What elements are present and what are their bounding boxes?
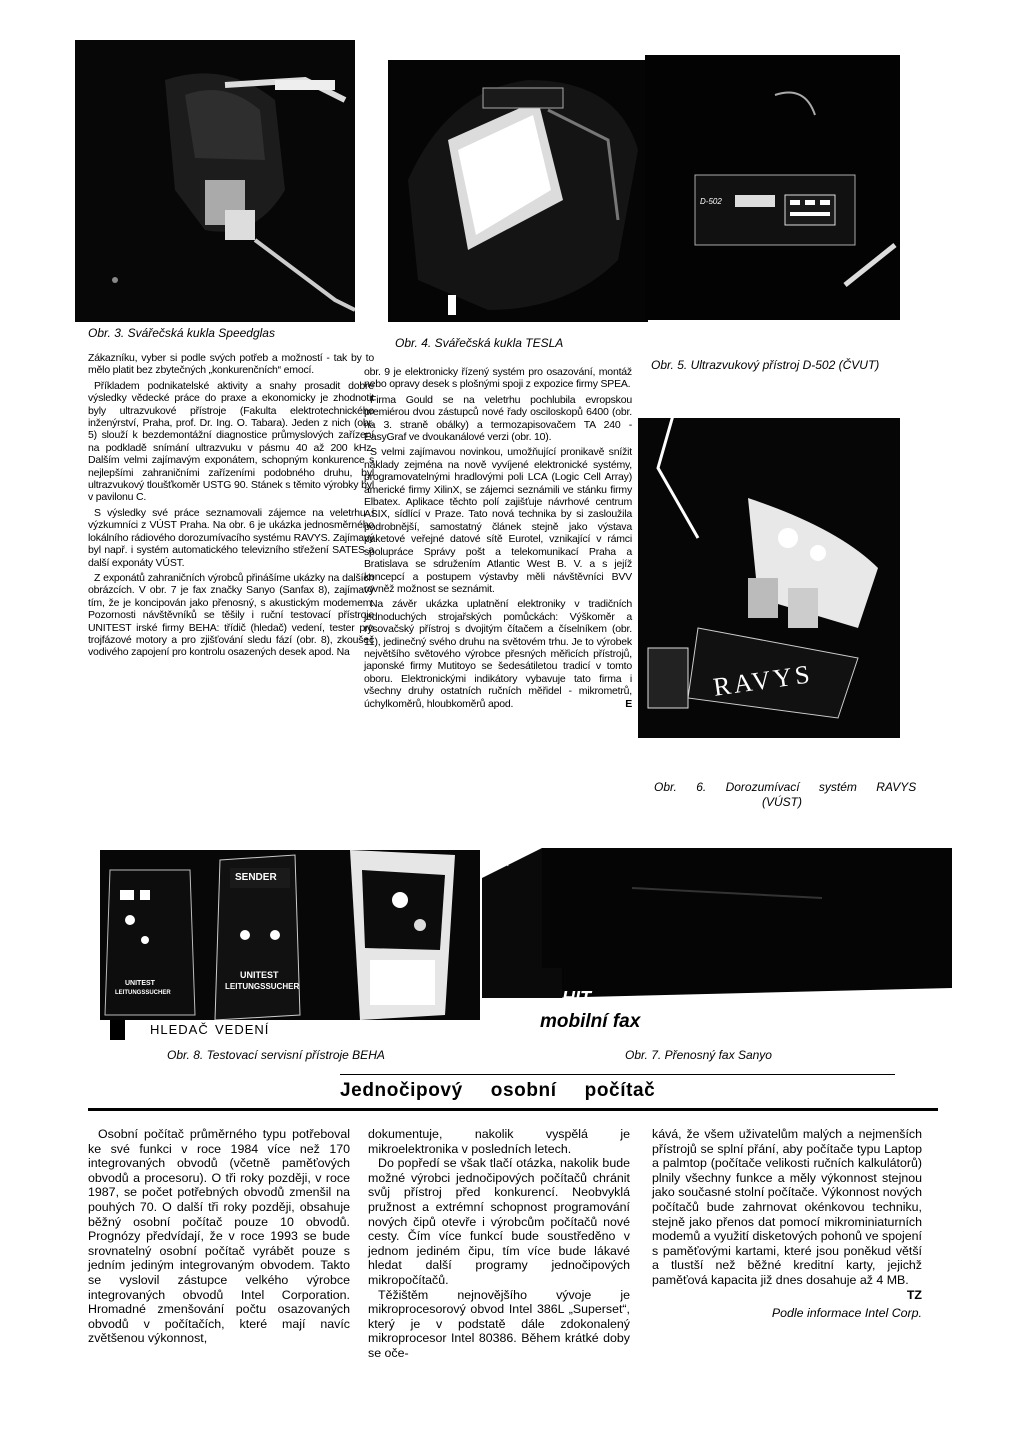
title-word: počítač bbox=[584, 1080, 656, 1101]
heading-rule-top bbox=[340, 1074, 895, 1075]
paragraph: Firma Gould se na veletrhu pochlubila evropskou premiérou dvou zástupců nové řady osciloskopů 6400 (obr. na 3. straně obálky) a termozapisovačem TA 240 - EasyGraf ve dvoukanálové verzi (obr. 10). bbox=[364, 393, 632, 444]
beha-unitest-label-1: UNITEST bbox=[125, 980, 155, 987]
paragraph: Zákazníku, vyber si podle svých potřeb a možností - tak by to mělo platit bez zbytečných „konkurenčních“ emocí. bbox=[88, 352, 374, 377]
article2-column-1 bbox=[88, 1127, 350, 1346]
article1-signature: E bbox=[625, 697, 632, 710]
article2-column-2 bbox=[368, 1127, 630, 1361]
paragraph: Z exponátů zahraničních výrobců přinášíme ukázky na dalších obrázcích. V obr. 7 je fax značky Sanyo (Sanfax 8), zajímavý tím, že je koncipován jako přenosný, s akustickým modemem. Pozornosti návštěvníků se těšily i ruční testovací přístroje UNITEST irské firmy BEHA: třídič (hledač) vedení, tester pro trojfázové motory a pro zjišťování sledu fází (obr. 8), zkoušeč vodivého zapojení pro kontrolu osazených desek apod. Na bbox=[88, 571, 374, 659]
caption-fig5: Obr. 5. Ultrazvukový přístroj D-502 (ČVUT) bbox=[651, 358, 880, 372]
beha-sender-label: SENDER bbox=[235, 872, 277, 883]
fax-hit-label: HIT bbox=[562, 988, 591, 1008]
paragraph: obr. 9 je elektronicky řízený systém pro osazování, montáž nebo opravy desek s plošnými spoji z expozice firmy SPEA. bbox=[364, 366, 632, 391]
fax-model-label: P.700. bbox=[482, 858, 510, 869]
paragraph: Příkladem podnikatelské aktivity a snahy prosadit dobré výsledky vědecké práce do praxe a ekonomicky je zhodnotit byly ultrazvukové přístroje (Fakulta elektrotechnického inženýrství, Praha, prof. Dr. Ing. O. Tabara). Jeden z nich (obr. 5) slouží k bezdemontážní diagnostice průmyslových zařízení na podkladě snímání ultrazvuku v pásmu 40 až 200 kHz. Dalším velmi zajímavým exponátem, schopným konkurence s nejlepšími zahraničními zařízeními podobného druhu, byl ultrazvukový tloušťkoměr USTG 90. Stánek s těmito výrobky byl v pavilonu C. bbox=[88, 379, 374, 504]
beha-hledac-label: HLEDAČ bbox=[150, 1022, 209, 1037]
ravys-label: RAVYS bbox=[711, 659, 815, 702]
article2-title bbox=[340, 1080, 683, 1102]
paragraph: Do popředí se však tlačí otázka, nakolik bude možné výrobci jednočipových počítačů chránit svůj přístroj před konkurencí. Neobvyklá pružnost a extrémní schopnost programování nových čipů otevře i výrobcům počítačů nové cesty. Čím více funkcí bude soustředěno v jednom jediném čipu, tím více bude lákavé hledat další programy jednočipových mikropočítačů. bbox=[368, 1156, 630, 1287]
title-word: osobní bbox=[490, 1080, 557, 1101]
caption-fig4: Obr. 4. Svářečská kukla TESLA bbox=[395, 336, 564, 350]
paragraph: S výsledky své práce seznamovali zájemce na veletrhu i výzkumníci z VÚST Praha. Na obr. 6 je ukázka jednosměrného lokálního rádiového dorozumívacího systému RAVYS. Zajímavý byl např. i systém automatického televizního střežení SATES a další exponáty VÚST. bbox=[88, 506, 374, 569]
caption-fig3: Obr. 3. Svářečská kukla Speedglas bbox=[88, 326, 275, 340]
photo-d502 bbox=[645, 55, 900, 320]
d502-label: D-502 bbox=[700, 197, 722, 206]
caption-fig6-line1: Obr. 6. Dorozumívací systém RAVYS bbox=[654, 780, 917, 794]
photo-speedglas bbox=[75, 40, 355, 322]
paragraph: Osobní počítač průměrného typu potřeboval ke své funkci v roce 1984 více než 170 integrovaných obvodů (včetně paměťových obvodů a procesoru). O tři roky později, v roce 1987, se počet potřebných obvodů zmenšil na pouhých 70. O další tři roky později, obsahuje běžný osobní počítač pouze 10 obvodů. Prognózy předvídají, že v roce 1993 se bude srovnatelný osobní počítač vyrábět pouze s jedním jediným integrovaným obvodem. Takto se vyslovil zástupce velkého výrobce integrovaných obvodů Intel Corporation. Hromadné zmenšování počtu osazovaných obvodů v počítačích, které mají navíc zvětšenou výkonnost, bbox=[88, 1127, 350, 1346]
photo-tesla bbox=[388, 60, 648, 322]
article1-column-1 bbox=[88, 352, 374, 662]
beha-vedeni-label: VEDENÍ bbox=[215, 1022, 270, 1037]
photo-beha-testers bbox=[100, 830, 480, 1040]
beha-leitung-label-2: LEITUNGSSUCHER bbox=[225, 982, 300, 991]
caption-fig7: Obr. 7. Přenosný fax Sanyo bbox=[625, 1048, 772, 1062]
caption-fig6-line2: (VÚST) bbox=[762, 795, 802, 809]
photo-ravys bbox=[638, 378, 900, 768]
title-word: Jednočipový bbox=[340, 1080, 463, 1101]
paragraph: S velmi zajímavou novinkou, umožňující pronikavě snížit náklady zejména na nově vyvíjené elektronické systémy, programovatelnými hradlovými poli LCA (Logic Cell Array) americké firmy XilinX, se zájemci seznámili ve stánku firmy Elbatex. Aplikace těchto polí zajišťuje návrhové centrum ASIX, sídlící v Praze. Tato nová technika by si zasloužila podrobnější, samostatný článek stejně jako výstava paketové veřejné datové sítě Eurotel, vznikající v rámci spolupráce Správy pošt a telekomunikací Praha a Bratislava se sdružením Atlantic West B. V. a s jejíž koncepcí a postupem výstavby měli návštěvníci BVV rovněž možnost se seznámit. bbox=[364, 446, 632, 595]
beha-leitung-label-1: LEITUNGSSUCHER bbox=[115, 990, 171, 996]
photo-sanyo-fax bbox=[482, 838, 952, 1048]
article2-signature: TZ bbox=[906, 1287, 922, 1302]
article1-column-2 bbox=[364, 366, 632, 710]
paragraph: Těžištěm nejnovějšího vývoje je mikroprocesorový obvod Intel 386L „Superset“, který je v podstatě dále zdokonalený mikroprocesor Intel 80386. Během krátké doby se oče- bbox=[368, 1287, 630, 1360]
paragraph: kává, že všem uživatelům malých a nejmenších přístrojů se splní přání, aby počítače typu Laptop a palmtop (počítače velikosti ručních kalkulátorů) plnily všechny funkce a měly výkonnost stejnou jako současné stolní počítače. Výkonnost nových počítačů bude zahrnovat okénkovou techniku, stejně jako přenos dat pomocí mikrominiaturních modemů a využití disketových pohonů ve spojení s paměťovými kartami, které jsou poněkud větší a tlustší než běžné kreditní karty, jejichž paměťová kapacita již dnes dosahuje až 4 MB. bbox=[652, 1127, 922, 1287]
article2-source: Podle informace Intel Corp. bbox=[771, 1306, 922, 1321]
paragraph: Na závěr ukázka uplatnění elektroniky v tradičních jednoduchých strojařských pomůckách: Výškoměr a rýsovačský přístroj s dvojitým čítačem a číselníkem (obr. 11), jedinečný svého druhu na světovém trhu. Je to výrobek největšího světového výrobce přesných měřicích přístrojů, japonské firmy Mutitoyo se šedesátiletou tradicí v tomto oboru. Elektronickými indikátory vybavuje tato firma i všechny druhy ostatních ručních měřidel - mikrometrů, úchylkoměrů, hloubkoměrů apod. bbox=[364, 598, 632, 710]
caption-fig8: Obr. 8. Testovací servisní přístroje BEHA bbox=[167, 1048, 385, 1062]
heading-rule-bottom bbox=[88, 1108, 938, 1111]
paragraph: dokumentuje, nakolik vyspělá je mikroelektronika v posledních letech. bbox=[368, 1127, 630, 1156]
article2-column-3 bbox=[652, 1127, 922, 1321]
beha-unitest-label-2: UNITEST bbox=[240, 970, 279, 980]
fax-mobile-label: mobilní fax bbox=[540, 1011, 641, 1032]
